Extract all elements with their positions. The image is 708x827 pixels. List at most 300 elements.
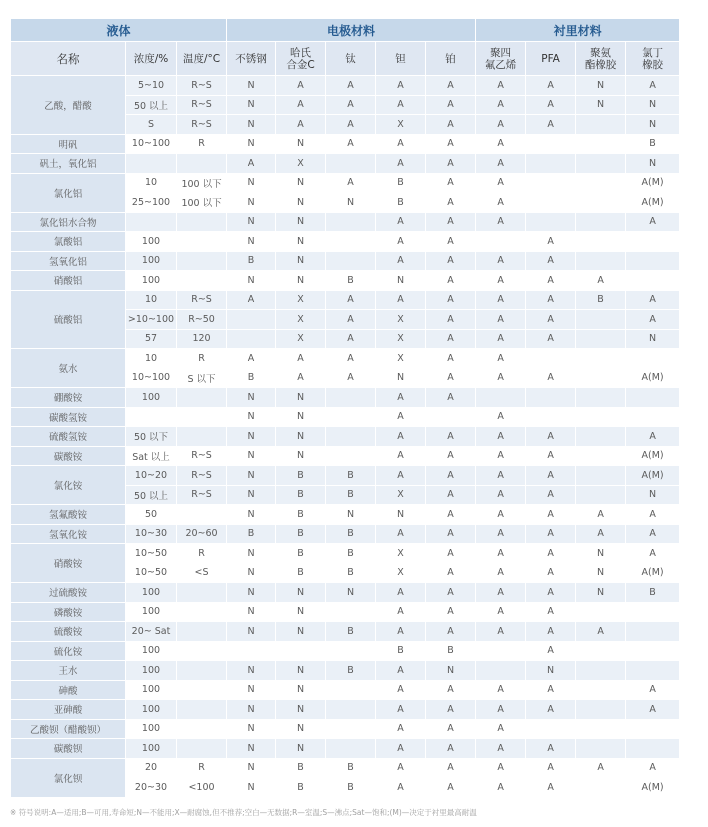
liquid-name: 碳酸钡 [11, 739, 126, 759]
pfa-cell [526, 212, 576, 232]
chloroprene-cell: A [626, 505, 680, 525]
table-row [11, 739, 680, 759]
temperature-cell [177, 739, 227, 759]
liquid-name: 氯化钡 [11, 758, 126, 797]
polyurethane-cell [576, 700, 626, 720]
stainless-steel-cell: N [227, 193, 276, 213]
titanium-cell: N [326, 583, 376, 603]
chloroprene-cell: A [626, 212, 680, 232]
temperature-cell [177, 661, 227, 681]
polyurethane-cell: A [576, 524, 626, 544]
pfa-cell: A [526, 505, 576, 525]
polyurethane-cell [576, 154, 626, 174]
ptfe-cell: A [476, 271, 526, 291]
liquid-name: 亚砷酸 [11, 700, 126, 720]
temperature-cell: R~S [177, 446, 227, 466]
ptfe-cell: A [476, 349, 526, 369]
concentration-cell: 10~100 [126, 134, 177, 154]
table-row [11, 388, 680, 408]
titanium-cell: A [326, 76, 376, 96]
ptfe-cell: A [476, 115, 526, 135]
liquid-name: 氢氧化铝 [11, 251, 126, 271]
chloroprene-cell: B [626, 134, 680, 154]
platinum-cell: A [426, 290, 476, 310]
titanium-cell [326, 680, 376, 700]
pfa-cell: A [526, 271, 576, 291]
stainless-steel-cell: N [227, 271, 276, 291]
platinum-cell: A [426, 212, 476, 232]
header-name: 名称 [11, 42, 126, 76]
hastelloy-c-cell: B [276, 485, 326, 505]
temperature-cell: R [177, 134, 227, 154]
pfa-cell: A [526, 485, 576, 505]
chloroprene-cell [626, 349, 680, 369]
pfa-cell: A [526, 290, 576, 310]
liquid-name: 氯酸铝 [11, 232, 126, 252]
chloroprene-cell: A [626, 544, 680, 564]
pfa-cell: A [526, 739, 576, 759]
hastelloy-c-cell: N [276, 407, 326, 427]
hastelloy-c-cell: N [276, 232, 326, 252]
chloroprene-cell [626, 661, 680, 681]
table-row [11, 719, 680, 739]
titanium-cell [326, 719, 376, 739]
platinum-cell: A [426, 602, 476, 622]
pfa-cell: N [526, 661, 576, 681]
stainless-steel-cell: N [227, 700, 276, 720]
ptfe-cell: A [476, 544, 526, 564]
ptfe-cell: A [476, 719, 526, 739]
tantalum-cell: A [376, 446, 426, 466]
titanium-cell: B [326, 758, 376, 778]
titanium-cell [326, 232, 376, 252]
polyurethane-cell [576, 466, 626, 486]
titanium-cell: N [326, 505, 376, 525]
table-row [11, 232, 680, 252]
concentration-cell: 100 [126, 739, 177, 759]
ptfe-cell: A [476, 329, 526, 349]
pfa-cell: A [526, 115, 576, 135]
liquid-name: 硼酸铵 [11, 388, 126, 408]
concentration-cell [126, 154, 177, 174]
polyurethane-cell [576, 329, 626, 349]
titanium-cell: B [326, 622, 376, 642]
stainless-steel-cell: N [227, 778, 276, 798]
tantalum-cell: X [376, 329, 426, 349]
concentration-cell: 100 [126, 680, 177, 700]
ptfe-cell: A [476, 76, 526, 96]
chloroprene-cell [626, 622, 680, 642]
table-row [11, 641, 680, 661]
liquid-name: 硫酸铵 [11, 622, 126, 642]
concentration-cell: 10 [126, 290, 177, 310]
concentration-cell: 10~100 [126, 368, 177, 388]
temperature-cell: 120 [177, 329, 227, 349]
chloroprene-cell [626, 232, 680, 252]
pfa-cell [526, 349, 576, 369]
stainless-steel-cell: N [227, 115, 276, 135]
stainless-steel-cell [227, 641, 276, 661]
titanium-cell: A [326, 115, 376, 135]
table-row [11, 173, 680, 193]
tantalum-cell: N [376, 368, 426, 388]
pfa-cell: A [526, 778, 576, 798]
liquid-name: 氯化铝水合物 [11, 212, 126, 232]
table-row [11, 602, 680, 622]
platinum-cell: A [426, 310, 476, 330]
temperature-cell [177, 602, 227, 622]
platinum-cell: A [426, 719, 476, 739]
table-row [11, 622, 680, 642]
table-body [11, 76, 680, 798]
header-chloroprene-line1: 氯丁 [642, 46, 664, 59]
header-polyurethane-line1: 聚氨 [590, 46, 612, 59]
tantalum-cell: X [376, 349, 426, 369]
polyurethane-cell [576, 427, 626, 447]
pfa-cell: A [526, 310, 576, 330]
liquid-name: 氯化铝 [11, 173, 126, 212]
titanium-cell [326, 251, 376, 271]
header-platinum: 铂 [426, 42, 476, 76]
tantalum-cell: A [376, 407, 426, 427]
temperature-cell: 100 以下 [177, 173, 227, 193]
titanium-cell [326, 427, 376, 447]
liquid-name: 硫化铵 [11, 641, 126, 661]
concentration-cell: 20~ Sat [126, 622, 177, 642]
hastelloy-c-cell: N [276, 602, 326, 622]
ptfe-cell: A [476, 583, 526, 603]
titanium-cell [326, 388, 376, 408]
temperature-cell [177, 719, 227, 739]
polyurethane-cell [576, 719, 626, 739]
platinum-cell: A [426, 76, 476, 96]
ptfe-cell: A [476, 622, 526, 642]
platinum-cell: A [426, 329, 476, 349]
ptfe-cell: A [476, 251, 526, 271]
ptfe-cell: A [476, 134, 526, 154]
platinum-cell: A [426, 758, 476, 778]
liquid-name: 明矾 [11, 134, 126, 154]
tantalum-cell: N [376, 271, 426, 291]
stainless-steel-cell: A [227, 349, 276, 369]
polyurethane-cell [576, 368, 626, 388]
hastelloy-c-cell: N [276, 739, 326, 759]
tantalum-cell: A [376, 466, 426, 486]
polyurethane-cell [576, 173, 626, 193]
concentration-cell: 10~30 [126, 524, 177, 544]
polyurethane-cell [576, 232, 626, 252]
tantalum-cell: B [376, 193, 426, 213]
platinum-cell: N [426, 661, 476, 681]
hastelloy-c-cell: N [276, 427, 326, 447]
hastelloy-c-cell: B [276, 778, 326, 798]
hastelloy-c-cell [276, 641, 326, 661]
hastelloy-c-cell: N [276, 622, 326, 642]
concentration-cell: >10~100 [126, 310, 177, 330]
hastelloy-c-cell: B [276, 758, 326, 778]
temperature-cell [177, 388, 227, 408]
hastelloy-c-cell: N [276, 719, 326, 739]
tantalum-cell: A [376, 622, 426, 642]
group-header-row [11, 19, 680, 42]
concentration-cell: 20 [126, 758, 177, 778]
stainless-steel-cell: N [227, 76, 276, 96]
table-row [11, 466, 680, 486]
stainless-steel-cell: N [227, 661, 276, 681]
table-row [11, 212, 680, 232]
concentration-cell: 100 [126, 232, 177, 252]
temperature-cell [177, 700, 227, 720]
chloroprene-cell: A [626, 524, 680, 544]
temperature-cell: R~S [177, 485, 227, 505]
ptfe-cell: A [476, 310, 526, 330]
header-ptfe [476, 42, 526, 76]
liquid-name: 硫酸铝 [11, 290, 126, 349]
hastelloy-c-cell: B [276, 563, 326, 583]
tantalum-cell: A [376, 154, 426, 174]
table-row [11, 544, 680, 564]
titanium-cell [326, 641, 376, 661]
chloroprene-cell: A(M) [626, 466, 680, 486]
temperature-cell [177, 251, 227, 271]
hastelloy-c-cell: B [276, 466, 326, 486]
concentration-cell: 100 [126, 661, 177, 681]
table-row [11, 407, 680, 427]
concentration-cell: 10~50 [126, 544, 177, 564]
hastelloy-c-cell: B [276, 524, 326, 544]
liquid-name: 乙酸钡（醋酸钡） [11, 719, 126, 739]
ptfe-cell: A [476, 154, 526, 174]
polyurethane-cell [576, 134, 626, 154]
liquid-name: 氨水 [11, 349, 126, 388]
polyurethane-cell [576, 115, 626, 135]
tantalum-cell: X [376, 485, 426, 505]
pfa-cell: A [526, 622, 576, 642]
chloroprene-cell: A(M) [626, 563, 680, 583]
stainless-steel-cell: N [227, 563, 276, 583]
header-polyurethane-line2: 酯橡胶 [584, 58, 617, 71]
platinum-cell: A [426, 446, 476, 466]
tantalum-cell: A [376, 719, 426, 739]
polyurethane-cell: N [576, 95, 626, 115]
chloroprene-cell: A(M) [626, 446, 680, 466]
titanium-cell: N [326, 193, 376, 213]
ptfe-cell: A [476, 95, 526, 115]
pfa-cell: A [526, 563, 576, 583]
concentration-cell: S [126, 115, 177, 135]
pfa-cell: A [526, 232, 576, 252]
titanium-cell: B [326, 271, 376, 291]
table-row [11, 661, 680, 681]
chloroprene-cell [626, 739, 680, 759]
hastelloy-c-cell: N [276, 134, 326, 154]
ptfe-cell [476, 232, 526, 252]
tantalum-cell: X [376, 563, 426, 583]
hastelloy-c-cell: A [276, 349, 326, 369]
concentration-cell: 25~100 [126, 193, 177, 213]
header-stainless-steel: 不锈钢 [227, 42, 276, 76]
liquid-name: 碳酸铵 [11, 446, 126, 466]
liquid-name: 硝酸铝 [11, 271, 126, 291]
titanium-cell: A [326, 95, 376, 115]
hastelloy-c-cell: X [276, 310, 326, 330]
header-temperature: 温度/°C [177, 42, 227, 76]
polyurethane-cell: A [576, 758, 626, 778]
tantalum-cell: X [376, 544, 426, 564]
platinum-cell: A [426, 583, 476, 603]
chloroprene-cell: N [626, 95, 680, 115]
table-row [11, 271, 680, 291]
polyurethane-cell [576, 349, 626, 369]
chloroprene-cell: A [626, 427, 680, 447]
liquid-name: 矾土，氧化铝 [11, 154, 126, 174]
ptfe-cell: A [476, 212, 526, 232]
temperature-cell: R~S [177, 76, 227, 96]
header-pfa: PFA [526, 42, 576, 76]
stainless-steel-cell: N [227, 388, 276, 408]
temperature-cell: S 以下 [177, 368, 227, 388]
tantalum-cell: A [376, 388, 426, 408]
concentration-cell: 10 [126, 173, 177, 193]
platinum-cell: A [426, 154, 476, 174]
platinum-cell [426, 407, 476, 427]
hastelloy-c-cell: N [276, 388, 326, 408]
pfa-cell: A [526, 700, 576, 720]
ptfe-cell: A [476, 700, 526, 720]
temperature-cell: <S [177, 563, 227, 583]
hastelloy-c-cell: B [276, 505, 326, 525]
table-row [11, 758, 680, 778]
tantalum-cell: A [376, 680, 426, 700]
temperature-cell: R [177, 544, 227, 564]
stainless-steel-cell: N [227, 602, 276, 622]
ptfe-cell: A [476, 505, 526, 525]
polyurethane-cell [576, 778, 626, 798]
concentration-cell: 50 以上 [126, 95, 177, 115]
titanium-cell: A [326, 329, 376, 349]
stainless-steel-cell: B [227, 251, 276, 271]
group-header-electrode: 电极材料 [227, 19, 476, 42]
temperature-cell: R~S [177, 290, 227, 310]
column-header-row [11, 42, 680, 76]
stainless-steel-cell: N [227, 758, 276, 778]
liquid-name: 过硫酸铵 [11, 583, 126, 603]
stainless-steel-cell: N [227, 622, 276, 642]
temperature-cell: 20~60 [177, 524, 227, 544]
ptfe-cell: A [476, 778, 526, 798]
pfa-cell: A [526, 544, 576, 564]
hastelloy-c-cell: N [276, 661, 326, 681]
pfa-cell [526, 388, 576, 408]
chloroprene-cell: A [626, 680, 680, 700]
chloroprene-cell: A [626, 758, 680, 778]
ptfe-cell: A [476, 563, 526, 583]
tantalum-cell: X [376, 310, 426, 330]
temperature-cell [177, 212, 227, 232]
stainless-steel-cell: B [227, 524, 276, 544]
pfa-cell: A [526, 758, 576, 778]
temperature-cell: R [177, 758, 227, 778]
hastelloy-c-cell: A [276, 115, 326, 135]
tantalum-cell: A [376, 602, 426, 622]
header-ptfe-line1: 聚四 [490, 46, 512, 59]
stainless-steel-cell: N [227, 505, 276, 525]
platinum-cell: A [426, 232, 476, 252]
pfa-cell [526, 193, 576, 213]
hastelloy-c-cell: N [276, 212, 326, 232]
temperature-cell [177, 641, 227, 661]
stainless-steel-cell: B [227, 368, 276, 388]
pfa-cell [526, 719, 576, 739]
table-row [11, 251, 680, 271]
platinum-cell: A [426, 563, 476, 583]
titanium-cell: B [326, 485, 376, 505]
temperature-cell: R~S [177, 466, 227, 486]
tantalum-cell: A [376, 583, 426, 603]
polyurethane-cell: A [576, 271, 626, 291]
concentration-cell: 100 [126, 271, 177, 291]
titanium-cell [326, 700, 376, 720]
chloroprene-cell [626, 271, 680, 291]
liquid-name: 乙酸，醋酸 [11, 76, 126, 135]
polyurethane-cell: N [576, 76, 626, 96]
polyurethane-cell [576, 739, 626, 759]
polyurethane-cell: N [576, 563, 626, 583]
table-row [11, 134, 680, 154]
titanium-cell: A [326, 310, 376, 330]
hastelloy-c-cell: N [276, 193, 326, 213]
temperature-cell: R~50 [177, 310, 227, 330]
stainless-steel-cell: N [227, 95, 276, 115]
polyurethane-cell [576, 388, 626, 408]
platinum-cell: A [426, 349, 476, 369]
temperature-cell: R~S [177, 115, 227, 135]
polyurethane-cell [576, 212, 626, 232]
temperature-cell [177, 154, 227, 174]
stainless-steel-cell: A [227, 290, 276, 310]
platinum-cell: A [426, 778, 476, 798]
titanium-cell: B [326, 563, 376, 583]
temperature-cell [177, 271, 227, 291]
ptfe-cell: A [476, 368, 526, 388]
polyurethane-cell: B [576, 290, 626, 310]
pfa-cell [526, 173, 576, 193]
polyurethane-cell: N [576, 583, 626, 603]
liquid-name: 硝酸铵 [11, 544, 126, 583]
header-hastelloy-c-line1: 哈氏 [290, 46, 312, 59]
table-row [11, 583, 680, 603]
stainless-steel-cell [227, 329, 276, 349]
platinum-cell: A [426, 544, 476, 564]
tantalum-cell: A [376, 134, 426, 154]
concentration-cell: 100 [126, 700, 177, 720]
pfa-cell: A [526, 524, 576, 544]
temperature-cell [177, 232, 227, 252]
chloroprene-cell: A(M) [626, 778, 680, 798]
temperature-cell: 100 以下 [177, 193, 227, 213]
concentration-cell: 100 [126, 641, 177, 661]
titanium-cell [326, 602, 376, 622]
compatibility-table [10, 18, 680, 798]
liquid-name: 氢氟酸铵 [11, 505, 126, 525]
hastelloy-c-cell: N [276, 271, 326, 291]
titanium-cell: A [326, 173, 376, 193]
platinum-cell: A [426, 388, 476, 408]
stainless-steel-cell: N [227, 466, 276, 486]
concentration-cell [126, 212, 177, 232]
ptfe-cell [476, 661, 526, 681]
ptfe-cell: A [476, 173, 526, 193]
